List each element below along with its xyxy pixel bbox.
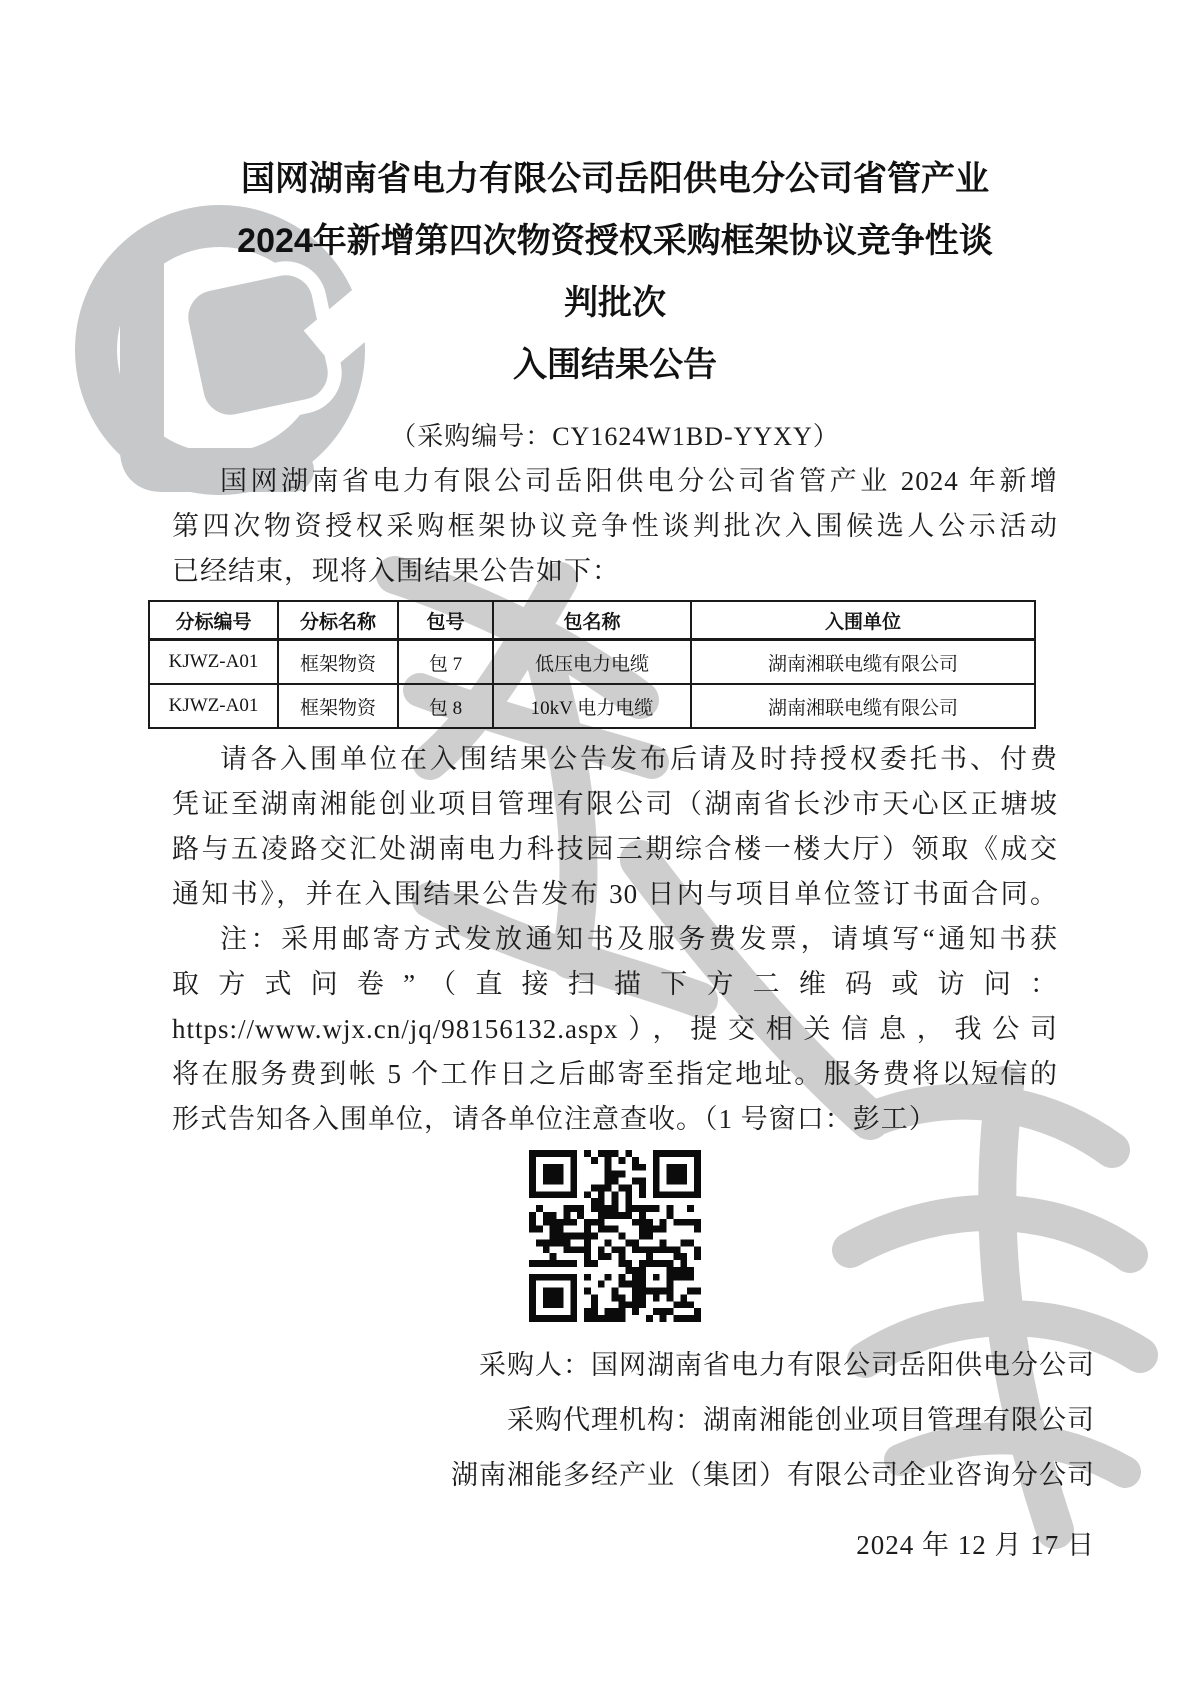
date-line: 2024 年 12 月 17 日 [856, 1530, 1095, 1560]
table-cell: 框架物资 [278, 640, 398, 685]
table-row [149, 640, 1035, 685]
table-cell: 湖南湘联电缆有限公司 [691, 684, 1035, 728]
pickup-line: 路与五凌路交汇处湖南电力科技园三期综合楼一楼大厅）领取《成交 [172, 834, 1058, 864]
qr-code [529, 1150, 701, 1322]
result-table [148, 600, 1036, 729]
note-line: 注：采用邮寄方式发放通知书及服务费发票，请填写“通知书获 [220, 924, 1058, 954]
column-header: 包名称 [493, 601, 691, 640]
note-line: 取 方 式 问 卷 ” （ 直 接 扫 描 下 方 二 维 码 或 访 问 ： [172, 969, 1058, 999]
column-header: 分标编号 [149, 601, 278, 640]
pickup-line: 凭证至湖南湘能创业项目管理有限公司（湖南省长沙市天心区正塘坡 [172, 789, 1058, 819]
title-line: 入围结果公告 [513, 346, 717, 384]
pickup-line: 请各入围单位在入围结果公告发布后请及时持授权委托书、付费 [220, 744, 1058, 774]
intro-paragraph [172, 459, 1058, 594]
note-line: 形式告知各入围单位，请各单位注意查收。（1 号窗口：彭工） [172, 1104, 937, 1134]
table-cell: 低压电力电缆 [493, 640, 691, 685]
agency-branch-line: 湖南湘能多经产业（集团）有限公司企业咨询分公司 [451, 1460, 1095, 1490]
qr-code-container [172, 1150, 1058, 1322]
table-row [149, 684, 1035, 728]
signature-block [172, 1338, 1095, 1568]
note-line-url [172, 1007, 1058, 1052]
pickup-line: 通知书》，并在入围结果公告发布 30 日内与项目单位签订书面合同。 [172, 879, 1058, 909]
procurement-number: （采购编号：CY1624W1BD-YYXY） [390, 422, 840, 451]
table-cell: KJWZ-A01 [149, 640, 278, 685]
column-header: 入围单位 [691, 601, 1035, 640]
agency-line: 采购代理机构：湖南湘能创业项目管理有限公司 [507, 1405, 1095, 1435]
table-cell: 湖南湘联电缆有限公司 [691, 640, 1035, 685]
table-cell: 框架物资 [278, 684, 398, 728]
column-header: 包号 [398, 601, 493, 640]
note-line-rest: ），提交相关信息，我公司 [618, 1014, 1058, 1044]
column-header: 分标名称 [278, 601, 398, 640]
intro-line: 国网湖南省电力有限公司岳阳供电分公司省管产业 2024 年新增 [220, 466, 1058, 496]
title-line: 国网湖南省电力有限公司岳阳供电分公司省管产业 [241, 160, 989, 198]
table-cell: 包 7 [398, 640, 493, 685]
page-title [172, 148, 1058, 396]
title-line: 判批次 [564, 284, 666, 322]
note-line: 将在服务费到帐 5 个工作日之后邮寄至指定地址。服务费将以短信的 [172, 1059, 1058, 1089]
note-paragraph [172, 917, 1058, 1142]
title-line: 2024年新增第四次物资授权采购框架协议竞争性谈 [237, 222, 993, 260]
buyer-line: 采购人：国网湖南省电力有限公司岳阳供电分公司 [479, 1350, 1095, 1380]
table-header-row [149, 601, 1035, 640]
table-cell: 10kV 电力电缆 [493, 684, 691, 728]
intro-line: 第四次物资授权采购框架协议竞争性谈判批次入围候选人公示活动 [172, 511, 1058, 541]
table-cell: 包 8 [398, 684, 493, 728]
table-cell: KJWZ-A01 [149, 684, 278, 728]
pickup-paragraph [172, 737, 1058, 917]
survey-url[interactable]: https://www.wjx.cn/jq/98156132.aspx [172, 1014, 619, 1044]
intro-line: 已经结束，现将入围结果公告如下： [172, 556, 620, 586]
